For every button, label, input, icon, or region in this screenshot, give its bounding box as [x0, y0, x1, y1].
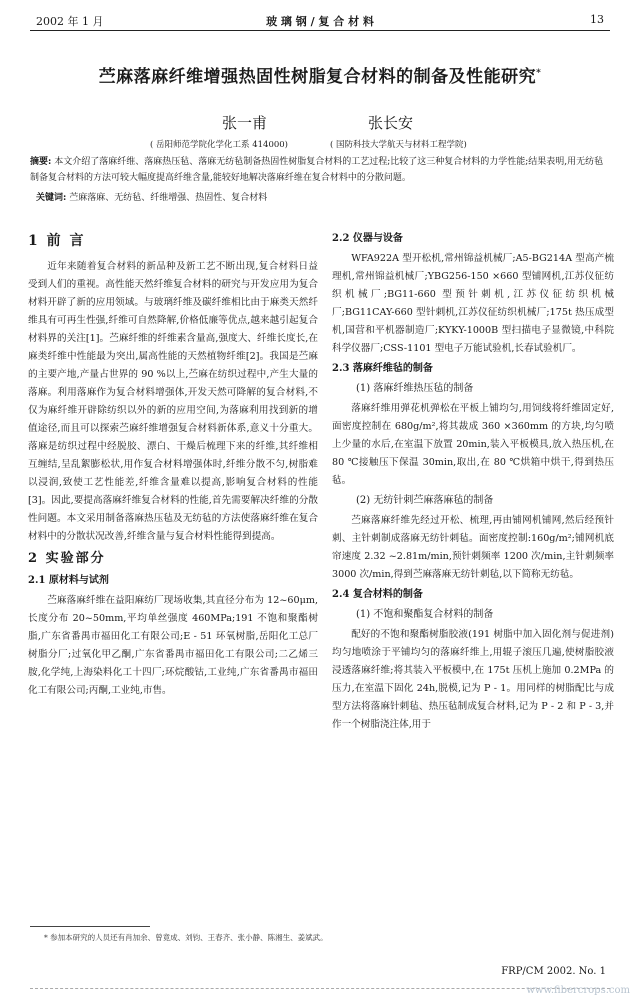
materials-paragraph: 苎麻落麻纤维在益阳麻纺厂现场收集,其直径分布为 12~60μm,长度分布 20~50mm,平均单丝强度 460MPa;191 不饱和聚酯树脂,广东省番禺市福田化工有限公司;E - 51 环氧树脂,岳阳化工总厂树脂分厂;过氧化甲乙酮,广东省番禺市福田化工有限公司;二乙烯三胺,化学纯,上海染料化工十四厂;环烷酸钴,工业纯,广东省番禺市福田化工有限公司;丙酮,工业纯,市售。 — [28, 595, 318, 696]
section-2-3-heading: 2.3 落麻纤维毡的制备 — [332, 363, 433, 374]
watermark-text: www.fibercrops.com — [526, 985, 630, 996]
title-footnote-mark: * — [536, 68, 542, 79]
section-2-4-heading: 2.4 复合材料的制备 — [332, 589, 423, 600]
polyester-paragraph: 配好的不饱和聚酯树脂胶液(191 树脂中加入固化剂与促进剂)均匀地喷涂于平铺均匀的落麻纤维上,用辊子滚压几遍,使树脂胶液浸透落麻纤维;将其装入平板模中,在 175t 压机上施加 0.2MPa 的压力,在室温下固化 24h,脱模,记为 P - 1。用同样的树脂配比与成型方法将落麻针刺毡、热压毡制成复合材料,记为 P - 2 和 P - 3,并作一个树脂浇注体,用于 — [332, 629, 614, 730]
section-2-2-heading: 2.2 仪器与设备 — [332, 233, 403, 244]
intro-paragraph: 近年来随着复合材料的新品种及新工艺不断出现,复合材料日益受到人们的重视。高性能天然纤维复合材料的研究与开发应用为复合材料开辟了新的应用领域。与玻璃纤维及碳纤维相比由于麻类天然纤维具有可再生性强,纤维可自然降解,价格低廉等优点,越来越引起复合材料界的关注[1]。苎麻纤维的纤维素含量高,强度大、纤维长度长,在麻类纤维中性能最为突出,属高性能的天然植物纤维[2]。我国是苎麻的主要产地,产量占世界的 90 %以上,苎麻在纺织过程中,产生大量的落麻。利用落麻作为复合材料增强体,开发天然可降解的复合材料,不仅为麻纤维开辟除纺织以外的新的应用空间,为落麻利用找到新的增值途径,而且可以探索苎麻纤维增强复合材料新体系,意义十分重大。落麻是纺织过程中经脱胶、漂白、干燥后梳理下来的纤维,其纤维相互缠结,呈乱絮膨松状,用作复合材料增强体时,纤维分散不匀,树脂难以浸润,致使工艺性能差,纤维含量难以提高,影响复合材料的性能[3]。因此,要提高落麻纤维复合材料的性能,首先需要解决纤维的分散性问题。本文采用制备落麻热压毡及无纺毡的方法使落麻纤维在复合材料中的分散状况改善,纤维含量与复合材料性能得到提高。 — [28, 261, 318, 542]
subsection-polyester-composite: (1) 不饱和聚酯复合材料的制备 — [356, 609, 494, 620]
running-head-date: 2002 年 1 月 — [36, 15, 104, 28]
subsection-nonwoven-felt: (2) 无纺针刺苎麻落麻毡的制备 — [356, 495, 494, 506]
right-column — [332, 228, 614, 734]
author-2: 张长安 — [368, 114, 414, 132]
equipment-paragraph: WFA922A 型开松机,常州锦益机械厂;A5-BG214A 型高产梳理机,常州锦益机械厂;YBG256-150 ×660 型铺网机,江苏仪征纺织机械厂;BG11-660 型预针刺机,江苏仪征纺织机械厂;BG11CAY-660 型针刺机,江苏仪征纺织机械厂;175t 热压成型机,国营和平机器制造厂;KYKY-1000B 型扫描电子显微镜,中科院科学仪器厂;CSS-1101 型电子万能试验机,长春试验机厂。 — [332, 253, 614, 354]
abstract-text: 本文介绍了落麻纤维、落麻热压毡、落麻无纺毡制备热固性树脂复合材料的工艺过程;比较了这三种复合材料的力学性能;结果表明,用无纺毡制备复合材料的方法可较大幅度提高纤维含量,能较好地解决落麻纤维在复合材料中的分散问题。 — [30, 157, 604, 183]
section-1-heading: 1 前 言 — [28, 233, 86, 249]
subsection-hot-press-felt: (1) 落麻纤维热压毡的制备 — [356, 383, 474, 394]
keywords-text: 苎麻落麻、无纺毡、纤维增强、热固性、复合材料 — [69, 193, 268, 203]
running-head-journal: 玻 璃 钢 / 复 合 材 料 — [266, 15, 374, 28]
abstract-label: 摘要: — [30, 157, 52, 167]
authors — [0, 112, 640, 152]
paper-title-text: 苎麻落麻纤维增强热固性树脂复合材料的制备及性能研究 — [98, 67, 537, 87]
footnote-divider — [30, 926, 150, 927]
bottom-divider — [30, 988, 610, 989]
affiliation-1: ( 岳阳师范学院化学化工系 414000) — [150, 140, 288, 150]
abstract — [30, 154, 610, 186]
section-2-heading: 2 实验部分 — [28, 551, 106, 566]
journal-footer: FRP/CM 2002. No. 1 — [501, 966, 606, 977]
keywords-label: 关键词: — [36, 193, 67, 203]
running-head — [30, 10, 610, 31]
affiliation-2: ( 国防科技大学航天与材料工程学院) — [330, 140, 467, 150]
section-2-1-heading: 2.1 原材料与试剂 — [28, 575, 109, 586]
author-1: 张一甫 — [222, 114, 268, 132]
paper-title — [30, 62, 610, 87]
keywords — [36, 190, 610, 203]
page-number: 13 — [590, 13, 604, 26]
hot-press-paragraph: 落麻纤维用弹花机弹松在平板上铺均匀,用饲线将纤维固定好,面密度控制在 680g/m²,将其裁成 360 ×360mm 的方块,均匀喷上少量的水后,在室温下放置 20min,装入平板模具,放入热压机,在 80 ℃接触压下保温 30min,取出,在 80 ℃烘箱中烘干,得到热压毡。 — [332, 403, 614, 486]
nonwoven-paragraph: 苎麻落麻纤维先经过开松、梳理,再由铺网机铺网,然后经预针刺、主针刺制成落麻无纺针刺毡。面密度控制:160g/m²;铺网机底帘速度 2.32 ~2.81m/min,预针刺频率 1200 次/min,主针刺频率 3000 次/min,得到苎麻落麻无纺针刺毡,以下简称无纺毡。 — [332, 515, 614, 580]
left-column — [28, 228, 318, 700]
footnote: * 参加本研究的人员还有肖加余、曾竟成、刘钧、王春齐、张小静、陈湘生、姜斌武。 — [44, 933, 328, 942]
